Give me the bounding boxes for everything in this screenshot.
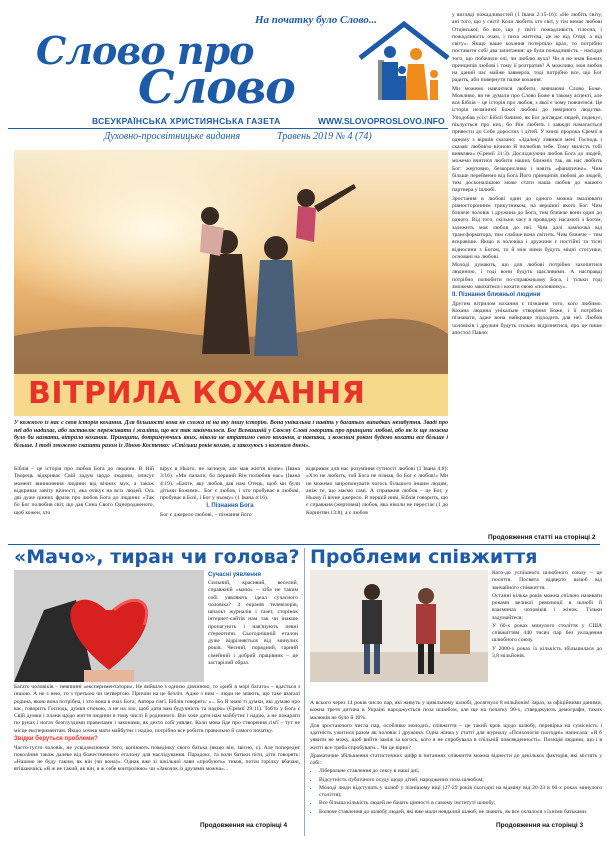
problems-bullet-list bbox=[310, 768, 602, 816]
problems-headline: Проблеми співжиття bbox=[310, 546, 538, 568]
problems-side-text2: Останні кілька років можна спільно називати роками великої революції в шлюбі й взаєминах чоловіків і жінок. Тільки задумайтеся: bbox=[492, 592, 602, 621]
heart-hands-photo bbox=[14, 570, 204, 682]
macho-subhead: Сучасні уявлення bbox=[208, 572, 261, 578]
macho-continued: Продовження на сторінці 4 bbox=[200, 822, 288, 829]
column-divider bbox=[304, 548, 305, 836]
right-col-text1: у вигляді пожадливостей (1 Івана 2:15-16): «Не любіть світу, ані того, що у світі! Коли любить хто світ, у тім немає любові Отцівської, бо все, що у світі: пожадливість тілесна, і пожадливість очам, і пиха життєва, це не від Отця, а від світу». Якщо наше кохання потерпіло крах, то потрібно поставити собі два запитання: це була пожадливість – насіддя того, що побачили очі, чи люблю вуха? Чи я не знав Божих принципів любові і тому її розтратив? А можливо, моя любов на даний час майже завмерла, тоді потрібно все, що Бог радить, аби повернути палке кохання. bbox=[452, 12, 602, 84]
macho-headline: «Мачо», тиран чи голова? bbox=[14, 546, 300, 568]
masthead-tagline: Духовно-просвітницьке видання bbox=[104, 131, 241, 142]
list-item: • Ліберальне ставлення до сексу в наші дні; bbox=[319, 768, 602, 775]
main-col2a: вірує в Нього, не загинув, але мав життя вічне» (Івана 3:16). «Ми палали, бо перший Він полюбив нас» (Івана 4:19). «Бачте, яку любов дав нам Отець, щоб ми були дітьми Божими... Бог є любов, і хто пробуває в любові, пробуває в Бозі, і Бог у ньому» (1 Івана 4:16). bbox=[160, 466, 300, 502]
main-headline-banner bbox=[14, 374, 448, 416]
masthead-issue: Травень 2019 № 4 (74) bbox=[277, 131, 372, 142]
macho-subhead2: Звідки беруться проблеми? bbox=[14, 735, 98, 742]
macho-main-paragraph: Багато чоловіків – невпинні «експериментатори». Не вийшло з однією дівчиною, то «рибі в морі багато» – вдасться з іншою. А не з нею, то з третьою чи четвертою. Причин на це безліч. Адже з ним – люди не знають, що таке взагалі родина, якою вона потрібна, і хто вона в очах Бога, Автора сім'ї. Біблія говорить: «... Бо Я знаю ті думки, які думаю про вас, говорить Господь, думки спокою, а не на зло, щоб дати вам будучність та надію» (Єремії 29:11). Тобто у Бога є Свій думки і плани щодо життя людини в тому числі й родинного. Він хоче дати нам майбутнє і надію, а не покарати по руках і ногах безглуздими правилами і законами, як дехто собі уявляє. Коли мова йде про створення сім'ї – тут не місце експериментам. Якщо хочеш мати майбутнє і надію, потрібно все робити правильно й самого початку. bbox=[14, 684, 300, 734]
main-col1: Біблія – це історія про любов Бога до людини. В Ній Творець відкриває Свій задум щодо людини, описує момент виникнення людини від вічних мук, а також відкриває завіту вічності, яка очікує на всіх людей. Ось дві дуже цінних фрази про любов Бога до людини: «Так бо Бог полюбив світ, що дав Сина Свого Однородженого, щоб кожен, хто bbox=[14, 466, 154, 516]
section-divider bbox=[8, 544, 600, 545]
macho-end-paragraph: Часто-густо чоловік, не усвідомлюючи того, копіюють поведінку свого батька (якщо він, звісно, є). Але попереднє покоління також далеке від божественного еталону для наслідування. Парадокс, та коли батьки піти, діти говорять: «Нашою не буду таким, як він (чи вона)». Однак вже зі шкільної лави «пробують» тиков, потім горілку вбачаю, втішаючись «Я ж не такий, як він, я ж себе контролюю» чи «Закочок із друзями можна»... bbox=[14, 744, 300, 773]
right-col-text3: Зростання в любові один до одного можна змалювати рівносторонним трикутником, на вершині якого Бог. Чим ближче чоловік і дружина до Бога, тим ближче вони один до одного. Від того, скільки часу я проводжу насамоті з Богом, залежить моя любов до неї. Чим далі лампочка від трансформатора, тим слабше вона світить. Чим ближче – тим яскравіше. Якщо в чоловіка і дружини є постійні та тісні відносини з Богом, то й між ними будуть міцні стосунки, основані на любові. bbox=[452, 195, 602, 260]
family-sunset-photo bbox=[14, 150, 448, 374]
problems-side-text1: Кого-до успішного шлюбного союзу – це посяття. Посвята відверто шлюб від звичайного співжиття. bbox=[492, 570, 602, 591]
problems-main-paragraph2: Для зростаючого числа пар, особливо молодих, співжиття – це такий крок щодо шлюбу, перевірка на сумісність і здатність ужитися разом як чоловік і дружина. Одна жінка у статті для журналу «Психологія сьогодні» написала: «Я б уявити не можу, щоб вийти заміж за когось, кого я не спробувала в спільній повсякденності». Позиція людини, що і в житті все треба спробувати... Чи це вірно? bbox=[310, 722, 602, 751]
problems-side-text4: У 2000-х роках їх кількість збільшилася до 3,8 мільйонів. bbox=[492, 645, 602, 659]
main-col2 bbox=[160, 466, 300, 534]
right-col-text4: Молоді думають, що для любові потрібно захопитися людиною, і тоді вони будуть щасливими. А насправді потрібно полюбити по-справжньому Бога, і тільки тоді зможемо закохатися і кохати свою «половинку». bbox=[452, 262, 602, 290]
main-col2b: Бог є джерело любові, – пізнання його bbox=[160, 512, 252, 519]
right-col-text5: Другим вітрилом кохання є пізнання того, кого любимо. Кохана людина унікальне створіння Боже, і її потрібно пізнавати, адже вона найкраще підходить для неї. Любов чоловіків і дружин будуть сильно відрізнятися, про це пише апостол Павло: bbox=[452, 300, 602, 336]
section2-title: II. Пізнання ближньої людини bbox=[452, 292, 541, 299]
macho-text-col: Сильний, красивий, веселий, справжній «мачо» – хіба не таким собі уявляють ідеал сучасного чоловіка? З екранів телевізорів, шпальт журналів і газет, сторінок інтернет-сайтів нам так чи інакше пропагують і нав'язують певні стереотипи. Сьогоднішній еталон дуже відрізняється від минулих років. Чесний, порядний, гарний сімейний і добрий працівник – це застарілий образ. bbox=[208, 580, 298, 666]
right-col-text2: Ми можемо навчитися любити, вивчаючи Слово Боже. Можливо, ви не думали про Слово Боже в такому аспекті, але вся Біблія – це історія про любов, з якої є чому повчитися. Це історія незмінної Божої любові до невірного людства. Уподобав усіх! Біблії бачимо, як Бог доглядає людей, подекує, піклується про них, бо Він любить і завжди намагається привести до Себе дорослих і дітей. У книзі пророка Єремії в одному з віршів сказано: «Здалеку з'явився мені Господь і сказав: любов'ю вічною Я полюбив тебе. Тому милість тобі виявляю» (Єремії 31:3). Досліджуючи любов Бога до людей, можемо вчитися любити наших ближніх так, як нас любить Бог: жертовно, безкорисливо і навіть «фанатично». Чим більше переймемо від Бога Його принципів любові до людей, тим досконалішою може стати наша любов до нашого партнера у шлюбі. bbox=[452, 85, 602, 194]
problems-side-text bbox=[492, 570, 602, 700]
section1-title: І. Пізнання Бога bbox=[206, 503, 254, 510]
masthead-title-part1: Слово про bbox=[36, 28, 254, 73]
problems-continued: Продовження на сторінці 3 bbox=[496, 822, 584, 829]
list-item: • Відсутність публічного осуду щодо дітей, народжених поза шлюбом; bbox=[319, 777, 602, 784]
main-continued: Продовження статті на сторінці 2 bbox=[488, 534, 596, 541]
problems-text-main bbox=[310, 700, 602, 818]
list-item: • Болюче ставлення до шлюбу людей, які вже мали невдалий шлюб, не знають, як все склалося з їхніми батьками. bbox=[319, 809, 602, 816]
main-headline: ВІТРИЛА КОХАННЯ bbox=[28, 376, 366, 411]
macho-text-main bbox=[14, 684, 300, 818]
problems-main-paragraph3: Драматичне збільшення статистичних цифр в питаннях співжиття можна віднести до декількох факторів, які містять у собі: bbox=[310, 752, 602, 767]
couple-apart-photo bbox=[310, 570, 488, 682]
list-item: • Молоді люди відступать у шлюб у пізнішому віці (27-29 років сьогодні на відміну від 20-23 в 60-х роках минулого століття); bbox=[319, 785, 602, 800]
main-col3: відкриває для нас розуміння сутності любові (1 Івана 4:8): «Хто не любить, той Бога не пізнав, бо Бог є любов!» Ми не можемо запропонувати чогось більшого іншим людям, аніж те, що маємо самі. А справжня любов – це Бог, у Ньому її вічне джерело. В першій ниві, Біблія говорить, що є справжня (жертовна) любов, яка ніколи не перестає (1 до Коринтян 13:8), а є любов bbox=[306, 466, 448, 516]
masthead-divider bbox=[8, 128, 448, 129]
list-item: • Все більша кількість людей не бачать цінності в самому інституті шлюбу; bbox=[319, 800, 602, 807]
problems-main-paragraph1: А всього через 14 років число пар, які живуть у цивільному шлюбі, досягнуло 8 мільйонів! Зараз, за офіційними даними, кожна третя дитина в Україні народжується поза шлюбом, але ще на початку 90-х, стверджують демографи, таких малюків не було й 10%. bbox=[310, 700, 602, 721]
right-column bbox=[452, 12, 602, 532]
masthead-slogan: На початку було Слово... bbox=[255, 14, 378, 26]
family-logo-icon bbox=[356, 18, 452, 106]
problems-side-text3: У 60-х роках минулого століття у США співжиттям 440 тисяч пар без укладення шлюбного союзу. bbox=[492, 622, 602, 644]
masthead-title-part2: Слово bbox=[138, 60, 295, 114]
masthead-website: WWW.SLOVOPROSLOVO.INFO bbox=[318, 116, 445, 126]
masthead-subtitle: ВСЕУКРАЇНСЬКА ХРИСТИЯНСЬКА ГАЗЕТА bbox=[92, 116, 281, 126]
main-lead: У кожного із нас є своя історія кохання. Для більшості вона не схожа ні на яку іншу історію. Вона унікальна і навіть у багатьох випадках незабутня. Зваді про неї або надихає, або заставляє переживати і жаліти, що все так закінчилося. Бог Всевишній у Своєму Слові говорить про принципи любові, або як їх ще можна було би назвати, вітрила кохання. Принципи, дотримуючись яких, ніколи не втратимо свого кохання, а навпаки, з кожним роком будемо кохати все більше і більше. І тоді зможемо сказати разом із Ліною Костенко: «Стільки років кохаю, а закохуюсь з кожним днем». bbox=[14, 420, 448, 450]
